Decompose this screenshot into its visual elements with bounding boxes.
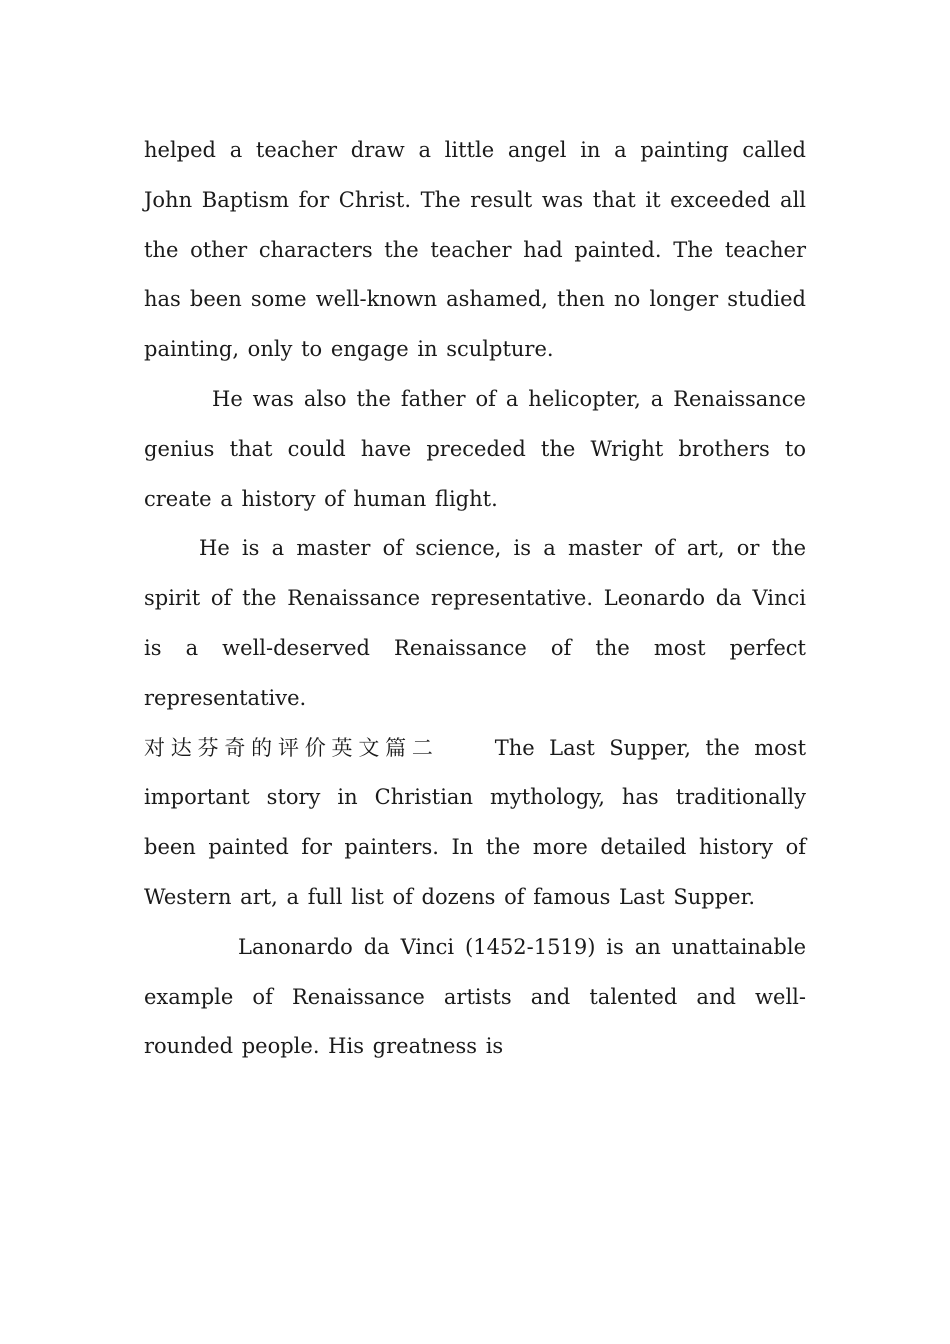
paragraph-helicopter: He was also the father of a helicopter, a Renaissance genius that could have preceded the Wright brothers to create a history of human flight. (144, 386, 806, 511)
paragraph-master-of-science: He is a master of science, is a master of art, or the spirit of the Renaissance representative. Leonardo da Vinci is a well-deserved Renaissance of the most perfect representative. (144, 536, 806, 710)
paragraph-section-two (144, 724, 806, 923)
paragraph-teacher-angel: helped a teacher draw a little angel in a painting called John Baptism for Christ. The result was that it exceeded all the other characters the teacher had painted. The teacher has been some well-known ashamed, then no longer studied painting, only to engage in sculpture. (144, 138, 806, 362)
document-body (144, 126, 806, 1072)
paragraph-lanonardo: Lanonardo da Vinci (1452-1519) is an unattainable example of Renaissance artists and talented and well-rounded people. His greatness is (144, 934, 806, 1059)
paragraph-last-supper: The Last Supper, the most important story in Christian mythology, has traditionally been painted for painters. In the more detailed history of Western art, a full list of dozens of famous Last Supper. (144, 735, 807, 909)
section-heading: 对达芬奇的评价英文篇二 (144, 735, 439, 760)
